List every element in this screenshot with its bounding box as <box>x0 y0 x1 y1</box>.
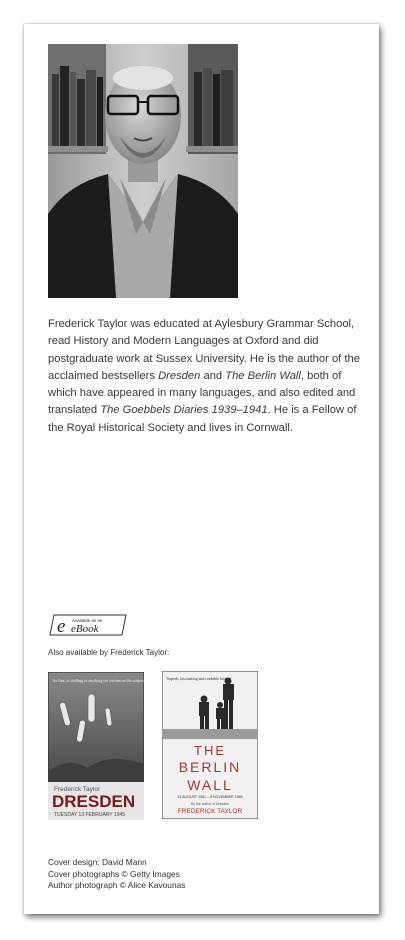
berlin-wall-cover-art <box>162 671 258 819</box>
berlin-wall-title-line3: WALL <box>187 777 233 793</box>
ebook-badge-logo <box>48 614 128 636</box>
ebook-badge-letter: e <box>57 616 66 636</box>
author-photo-image <box>48 44 238 298</box>
ebook-badge-small-text: Available as an <box>72 618 103 623</box>
berlin-wall-author: FREDERICK TAYLOR <box>177 808 243 815</box>
dresden-title: DRESDEN <box>52 792 136 811</box>
author-photo <box>48 44 238 298</box>
ebook-badge-word: eBook <box>71 623 99 635</box>
dresden-author: Frederick Taylor <box>54 786 101 793</box>
berlin-wall-dates: 13 AUGUST 1961 – 9 NOVEMBER 1989 <box>177 795 243 799</box>
bio-text: , both of which have appeared in many languages, and also edited and translated <box>48 369 356 417</box>
bio-text: Frederick Taylor was educated at Aylesbury Grammar School, read History and Modern Languages at Oxford and did postgraduate work at Sussex University. He is the author of the acclaimed bestsellers <box>48 318 360 382</box>
bio-text: and <box>200 369 226 382</box>
book-cover-berlin-wall[interactable] <box>162 671 258 819</box>
bio-book-title: The Goebbels Diaries 1939–1941 <box>100 404 268 417</box>
author-photograph-credit: Author photograph © Alice Kavounas <box>48 880 186 890</box>
berlin-wall-byline: By the author of Dresden <box>191 802 229 806</box>
also-available-heading: Also available by Frederick Taylor: <box>48 648 170 657</box>
berlin-wall-title-line1: THE <box>194 743 226 758</box>
dresden-cover-art <box>48 672 144 820</box>
cover-photographs-credit: Cover photographs © Getty Images <box>48 868 180 879</box>
cover-design-credit: Cover design: David Mann <box>48 857 147 867</box>
dresden-quote: 'As fine, as chilling as anything yet written on the subject' <box>52 678 144 683</box>
book-back-page <box>24 24 379 914</box>
ebook-badge <box>48 614 128 636</box>
berlin-wall-title-line2: BERLIN <box>178 759 242 775</box>
bio-book-title: Dresden <box>158 369 201 382</box>
dresden-subtitle: TUESDAY 13 FEBRUARY 1945 <box>54 812 126 818</box>
bio-book-title: The Berlin Wall <box>225 369 301 382</box>
credits <box>48 857 185 892</box>
bio-text: . He is a Fellow of the Royal Historical Society and lives in Cornwall. <box>48 404 357 434</box>
author-biography <box>48 316 368 437</box>
book-cover-dresden[interactable] <box>48 672 144 820</box>
berlin-wall-quote: 'Superb, fascinating and readable history' <box>166 676 232 681</box>
